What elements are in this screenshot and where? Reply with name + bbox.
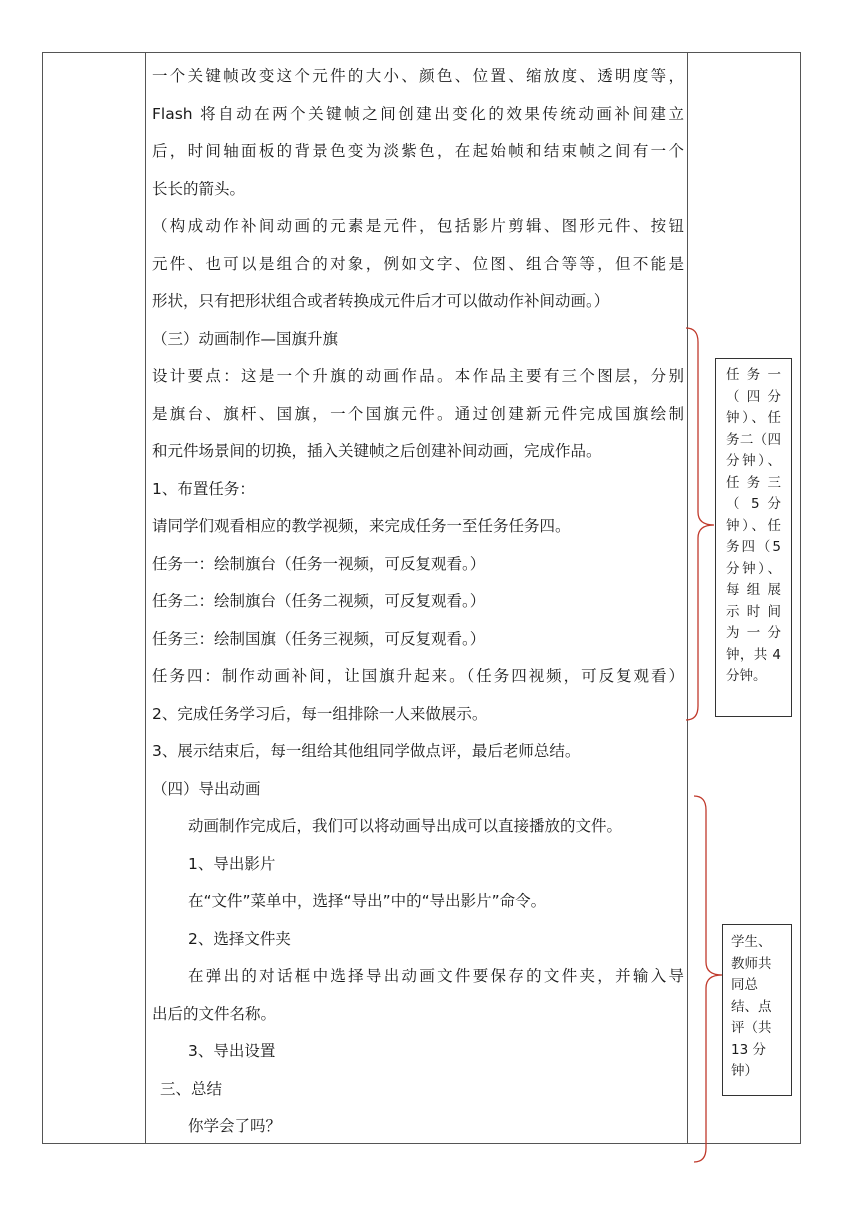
note-line: 为 一 分: [726, 625, 781, 641]
text-line: 元件、也可以是组合的对象，例如文字、位图、组合等等，但不能是: [152, 254, 684, 273]
text-line: 形状，只有把形状组合或者转换成元件后才可以做动作补间动画。）: [152, 292, 610, 310]
note-line: 每 组 展: [726, 582, 781, 598]
note-line: 任 务 一: [726, 367, 781, 383]
note-line: 分钟）、: [726, 560, 781, 577]
task-line: 任务三：绘制国旗（任务三视频，可反复观看。）: [152, 629, 486, 648]
text-line: 设计要点：这是一个升旗的动画作品。本作品主要有三个图层，分别: [152, 367, 684, 385]
note-line: 13 分: [731, 1041, 766, 1058]
task-time-note: [715, 358, 792, 717]
note-line: 同总: [731, 977, 758, 993]
note-line: （ 四 分: [726, 388, 781, 405]
text-line: 一个关键帧改变这个元件的大小、颜色、位置、缩放度、透明度等，: [152, 67, 684, 85]
section-heading: （四）导出动画: [152, 779, 261, 798]
table-left-border: [42, 52, 43, 1144]
text-line: 后，时间轴面板的背景色变为淡紫色，在起始帧和结束帧之间有一个: [152, 142, 684, 160]
note-line: 教师共: [731, 955, 772, 972]
note-line: 钟）、任: [726, 410, 781, 426]
text-line: （构成动作补间动画的元素是元件，包括影片剪辑、图形元件、按钮: [152, 217, 684, 235]
note-line: 务二（四: [726, 431, 781, 448]
table-right-border: [800, 52, 801, 1144]
text-line: 1、导出影片: [188, 854, 276, 873]
note-line: 结、点: [731, 998, 772, 1015]
note-line: 任 务 三: [726, 474, 781, 491]
note-line: 钟，共 4: [726, 646, 781, 663]
text-line: 1、布置任务：: [152, 479, 255, 498]
note-line: 务四（5: [726, 539, 781, 555]
summary-time-note: [722, 924, 792, 1096]
text-line: 动画制作完成后，我们可以将动画导出成可以直接播放的文件。: [188, 817, 623, 835]
brace-tasks: [684, 326, 718, 722]
text-line: 和元件场景间的切换，插入关键帧之后创建补间动画，完成作品。: [152, 442, 602, 460]
text-line: 2、选择文件夹: [188, 929, 291, 948]
brace-export: [692, 794, 726, 1164]
text-line: 3、展示结束后，每一组给其他组同学做点评，最后老师总结。: [152, 742, 581, 760]
text-line: 3、导出设置: [188, 1042, 276, 1060]
note-line: 评（共: [731, 1020, 772, 1036]
note-line: 学生、: [731, 934, 772, 950]
note-line: （ 5 分: [726, 496, 781, 512]
text-line: 你学会了吗？: [188, 1117, 282, 1135]
text-line: 出后的文件名称。: [152, 1004, 277, 1023]
note-line: 分钟）、: [726, 453, 781, 469]
text-line: 长长的箭头。: [152, 179, 246, 198]
text-line: Flash 将自动在两个关键帧之间创建出变化的效果传统动画补间建立: [152, 104, 684, 123]
note-line: 钟）: [731, 1063, 758, 1079]
text-line: 请同学们观看相应的教学视频，来完成任务一至任务任务四。: [152, 517, 571, 535]
section-heading: （三）动画制作—国旗升旗: [152, 329, 339, 348]
text-line: 在弹出的对话框中选择导出动画文件要保存的文件夹，并输入导: [188, 967, 684, 985]
task-line: 任务一：绘制旗台（任务一视频，可反复观看。）: [152, 554, 486, 573]
text-line: 是旗台、旗杆、国旗，一个国旗元件。通过创建新元件完成国旗绘制: [152, 404, 684, 423]
text-line: 在“文件”菜单中，选择“导出”中的“导出影片”命令。: [188, 892, 547, 910]
lesson-content: [152, 58, 684, 1146]
task-line: 任务四：制作动画补间，让国旗升起来。（任务四视频，可反复观看）: [152, 667, 684, 685]
table-column-divider: [145, 52, 146, 1144]
note-line: 示 时 间: [726, 603, 781, 620]
note-line: 分钟。: [726, 668, 767, 684]
section-heading: 三、总结: [160, 1079, 223, 1098]
task-line: 任务二：绘制旗台（任务二视频，可反复观看。）: [152, 592, 486, 610]
note-line: 钟）、任: [726, 517, 781, 534]
text-line: 2、完成任务学习后，每一组排除一人来做展示。: [152, 704, 488, 723]
